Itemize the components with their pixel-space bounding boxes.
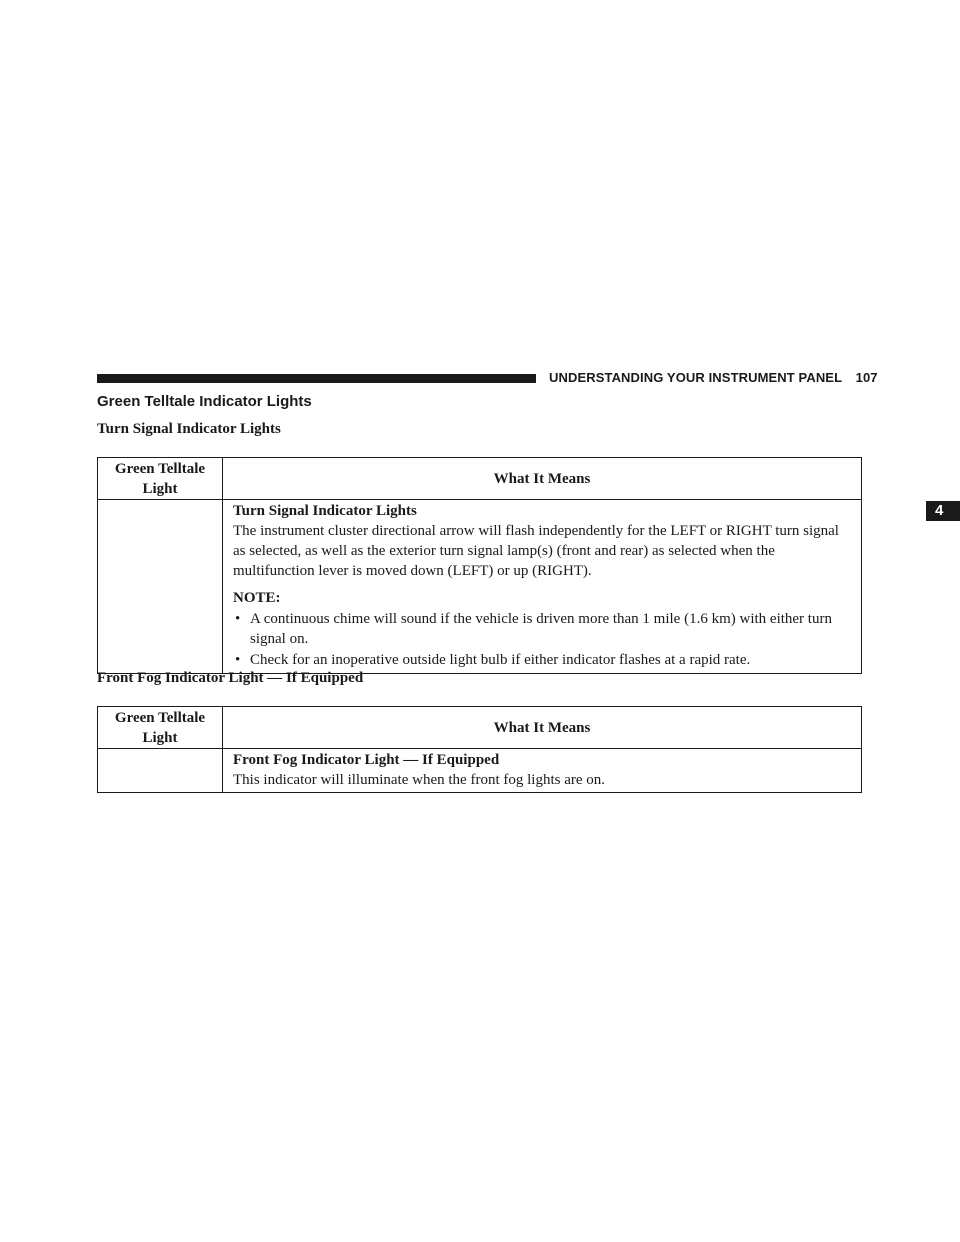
col-header-meaning: What It Means — [223, 458, 862, 500]
row-title: Turn Signal Indicator Lights — [233, 503, 417, 519]
col-header-telltale-line2: Light — [142, 480, 178, 497]
col-header-telltale — [98, 707, 223, 749]
row-description: The instrument cluster directional arrow will flash independently for the LEFT or RIGHT turn signal as selected, as well as the exterior turn signal lamp(s) (front and rear) as selected when the multifunction lever is moved down (LEFT) or up (RIGHT). — [233, 523, 839, 579]
page-number: 107 — [855, 370, 878, 385]
meaning-cell — [223, 749, 862, 793]
note-label: NOTE: — [233, 590, 281, 606]
front-fog-table — [97, 706, 862, 793]
running-title: UNDERSTANDING YOUR INSTRUMENT PANEL — [549, 370, 842, 385]
list-item: • A continuous chime will sound if the vehicle is driven more than 1 mile (1.6 km) with either turn signal on. — [233, 609, 853, 649]
table-row — [98, 749, 862, 793]
turn-signal-table — [97, 457, 862, 674]
chapter-tab: 4 — [926, 501, 960, 521]
table-header-row — [98, 707, 862, 749]
telltale-icon-cell — [98, 749, 223, 793]
telltale-icon-cell — [98, 500, 223, 674]
col-header-telltale — [98, 458, 223, 500]
running-header — [549, 370, 878, 385]
section-title: Green Telltale Indicator Lights — [97, 393, 312, 410]
col-header-telltale-line1: Green Telltale — [114, 709, 206, 726]
header-rule — [97, 374, 536, 383]
turn-signal-subtitle: Turn Signal Indicator Lights — [97, 421, 281, 437]
table-row — [98, 500, 862, 674]
col-header-telltale-line1: Green Telltale — [114, 460, 206, 477]
col-header-telltale-line2: Light — [142, 729, 178, 746]
note-bullet-list — [233, 609, 853, 670]
row-title: Front Fog Indicator Light — If Equipped — [233, 752, 500, 768]
col-header-meaning: What It Means — [223, 707, 862, 749]
meaning-cell — [223, 500, 862, 674]
row-description: This indicator will illuminate when the front fog lights are on. — [233, 772, 606, 788]
list-item: • Check for an inoperative outside light bulb if either indicator flashes at a rapid rate. — [233, 650, 853, 670]
table-header-row — [98, 458, 862, 500]
front-fog-subtitle: Front Fog Indicator Light — If Equipped — [97, 670, 364, 686]
